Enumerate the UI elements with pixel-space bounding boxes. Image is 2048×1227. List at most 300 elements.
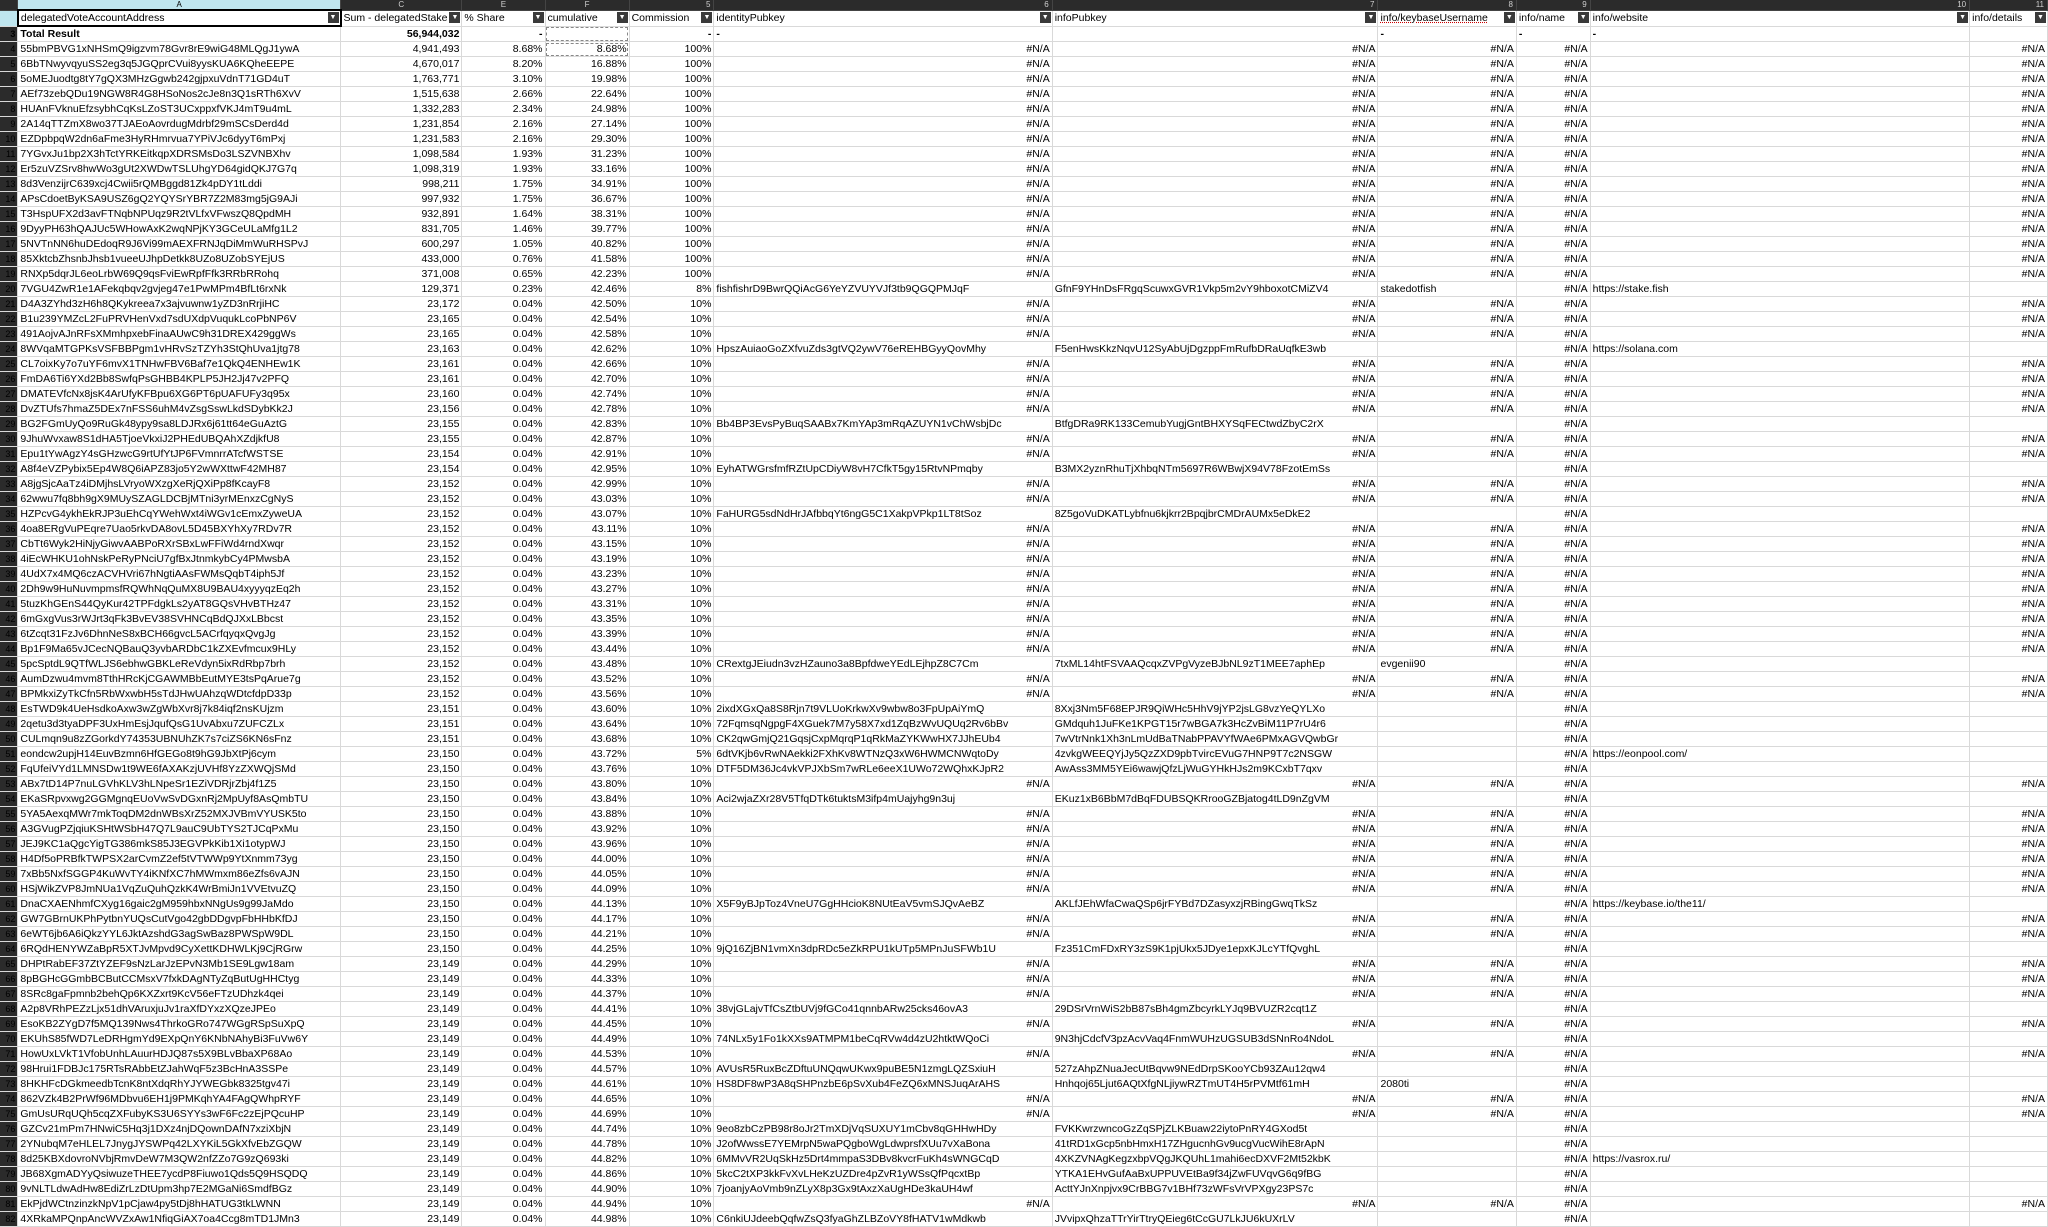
- table-cell[interactable]: 10%: [629, 552, 714, 567]
- table-cell[interactable]: 10%: [629, 1167, 714, 1182]
- table-cell[interactable]: 0.04%: [462, 417, 545, 432]
- table-cell[interactable]: 8.68%: [545, 42, 629, 57]
- row-header[interactable]: 52: [0, 762, 18, 777]
- table-cell[interactable]: #N/A: [1052, 552, 1378, 567]
- table-cell[interactable]: 10%: [629, 837, 714, 852]
- table-cell[interactable]: [1378, 732, 1516, 747]
- table-cell[interactable]: [1970, 1182, 2048, 1197]
- table-cell[interactable]: #N/A: [1516, 1032, 1590, 1047]
- row-header[interactable]: 38: [0, 552, 18, 567]
- table-cell[interactable]: 23,149: [341, 1212, 462, 1227]
- table-cell[interactable]: 23,149: [341, 1107, 462, 1122]
- table-cell[interactable]: #N/A: [1970, 87, 2048, 102]
- table-cell[interactable]: [1590, 807, 1969, 822]
- table-cell[interactable]: #N/A: [714, 867, 1052, 882]
- table-cell[interactable]: #N/A: [714, 492, 1052, 507]
- table-cell[interactable]: [1590, 87, 1969, 102]
- table-cell[interactable]: 9jQ16ZjBN1vmXn3dpRDc5eZkRPU1kUTp5MPnJuSFWb1U: [714, 942, 1052, 957]
- column-header-h[interactable]: [714, 0, 1052, 10]
- table-cell[interactable]: #N/A: [1516, 1077, 1590, 1092]
- table-cell[interactable]: 23,152: [341, 492, 462, 507]
- row-header[interactable]: 28: [0, 402, 18, 417]
- table-cell[interactable]: [1590, 612, 1969, 627]
- row-header[interactable]: 17: [0, 237, 18, 252]
- table-cell[interactable]: #N/A: [1516, 957, 1590, 972]
- table-cell[interactable]: #N/A: [1378, 1017, 1516, 1032]
- table-cell[interactable]: 23,149: [341, 1182, 462, 1197]
- table-cell[interactable]: X5F9yBJpToz4VneU7GgHHcioK8NUtEaV5vmSJQvAeBZ: [714, 897, 1052, 912]
- table-cell[interactable]: #N/A: [1970, 597, 2048, 612]
- table-cell[interactable]: #N/A: [714, 927, 1052, 942]
- table-cell[interactable]: 10%: [629, 312, 714, 327]
- table-cell[interactable]: Er5zuVZSrv8hwWo3gUt2XWDwTSLUhgYD64gidQKJ7G7q: [18, 162, 341, 177]
- table-cell[interactable]: [1590, 717, 1969, 732]
- table-cell[interactable]: #N/A: [1378, 822, 1516, 837]
- table-cell[interactable]: [1590, 822, 1969, 837]
- table-cell[interactable]: 0.04%: [462, 1167, 545, 1182]
- table-cell[interactable]: #N/A: [1970, 822, 2048, 837]
- table-cell[interactable]: 4UdX7x4MQ6czACVHVri67hNgtiAAsFWMsQqbT4iph5Jf: [18, 567, 341, 582]
- table-cell[interactable]: 23,149: [341, 957, 462, 972]
- table-cell[interactable]: 44.09%: [545, 882, 629, 897]
- row-header[interactable]: 72: [0, 1062, 18, 1077]
- table-cell[interactable]: EKaSRpvxwg2GGMgnqEUoVwSvDGxnRj2MpUyf8AsQmbTU: [18, 792, 341, 807]
- row-header[interactable]: 9: [0, 117, 18, 132]
- table-cell[interactable]: #N/A: [1052, 327, 1378, 342]
- table-cell[interactable]: #N/A: [1516, 1122, 1590, 1137]
- table-cell[interactable]: #N/A: [714, 672, 1052, 687]
- column-header-j[interactable]: [1378, 0, 1516, 10]
- table-cell[interactable]: 2YNubqM7eHLEL7JnygJYSWPq42LXYKiL5GkXfvEbZGQW: [18, 1137, 341, 1152]
- table-cell[interactable]: [1378, 462, 1516, 477]
- row-header[interactable]: 22: [0, 312, 18, 327]
- table-cell[interactable]: B1u239YMZcL2FuPRVHenVxd7sdUXdpVuqukLcoPbNP6V: [18, 312, 341, 327]
- table-cell[interactable]: #N/A: [1970, 1197, 2048, 1212]
- table-cell[interactable]: 0.04%: [462, 1032, 545, 1047]
- table-cell[interactable]: #N/A: [1516, 552, 1590, 567]
- table-cell[interactable]: 38.31%: [545, 207, 629, 222]
- table-cell[interactable]: [1590, 762, 1969, 777]
- table-cell[interactable]: [1378, 507, 1516, 522]
- table-cell[interactable]: #N/A: [1970, 42, 2048, 57]
- table-cell[interactable]: 0.04%: [462, 912, 545, 927]
- table-cell[interactable]: #N/A: [1970, 552, 2048, 567]
- table-cell[interactable]: 1,098,584: [341, 147, 462, 162]
- table-cell[interactable]: -: [1378, 26, 1516, 42]
- table-cell[interactable]: [1590, 597, 1969, 612]
- table-cell[interactable]: 23,152: [341, 507, 462, 522]
- table-cell[interactable]: A2p8VRhPEZzLjx51dhVAruxjuJv1raXfDYxzXQzeJPEo: [18, 1002, 341, 1017]
- table-cell[interactable]: 9N3hjCdcfV3pzAcvVaq4FnmWUHzUGSUB3dSNnRo4NdoL: [1052, 1032, 1378, 1047]
- table-cell[interactable]: 6eWT6jb6A6iQkzYYL6JktAzshdG3agSwBaz8PWSpW9DL: [18, 927, 341, 942]
- table-cell[interactable]: 100%: [629, 162, 714, 177]
- table-cell[interactable]: [1590, 1047, 1969, 1062]
- table-cell[interactable]: #N/A: [1378, 777, 1516, 792]
- table-cell[interactable]: 8pBGHcGGmbBCButCCMsxV7fxkDAgNTyZqButUgHHCtyg: [18, 972, 341, 987]
- table-cell[interactable]: [1590, 792, 1969, 807]
- table-cell[interactable]: #N/A: [714, 837, 1052, 852]
- filter-dropdown-icon[interactable]: ▼: [617, 12, 628, 23]
- table-cell[interactable]: https://stake.fish: [1590, 282, 1969, 297]
- table-cell[interactable]: [1590, 657, 1969, 672]
- table-cell[interactable]: #N/A: [714, 852, 1052, 867]
- table-cell[interactable]: 23,154: [341, 447, 462, 462]
- table-cell[interactable]: #N/A: [1970, 1107, 2048, 1122]
- table-cell[interactable]: #N/A: [1970, 882, 2048, 897]
- table-cell[interactable]: #N/A: [1052, 477, 1378, 492]
- table-cell[interactable]: #N/A: [1970, 252, 2048, 267]
- table-cell[interactable]: 42.91%: [545, 447, 629, 462]
- table-cell[interactable]: BtfgDRa9RK133CemubYugjGntBHXYSqFECtwdZbyC2rX: [1052, 417, 1378, 432]
- table-cell[interactable]: 0.04%: [462, 432, 545, 447]
- table-cell[interactable]: 23,152: [341, 642, 462, 657]
- table-cell[interactable]: DTF5DM36Jc4vkVPJXbSm7wRLe6eeX1UWo72WQhxKJpR2: [714, 762, 1052, 777]
- table-cell[interactable]: #N/A: [1970, 642, 2048, 657]
- row-header[interactable]: 30: [0, 432, 18, 447]
- table-cell[interactable]: #N/A: [1052, 597, 1378, 612]
- column-header-l[interactable]: [1590, 0, 1969, 10]
- table-cell[interactable]: 10%: [629, 372, 714, 387]
- table-cell[interactable]: 23,149: [341, 1092, 462, 1107]
- table-cell[interactable]: 0.04%: [462, 372, 545, 387]
- table-cell[interactable]: 0.04%: [462, 447, 545, 462]
- table-cell[interactable]: #N/A: [1052, 882, 1378, 897]
- table-cell[interactable]: 43.96%: [545, 837, 629, 852]
- table-cell[interactable]: 72FqmsqNgpgF4XGuek7M7y58X7xd1ZqBzWvUQUq2Rv6bBv: [714, 717, 1052, 732]
- table-cell[interactable]: 3.10%: [462, 72, 545, 87]
- table-cell[interactable]: CL7oixKy7o7uYF6mvX1TNHwFBV6Baf7e1QkQ4ENHEw1K: [18, 357, 341, 372]
- table-cell[interactable]: #N/A: [1378, 432, 1516, 447]
- table-cell[interactable]: 33.16%: [545, 162, 629, 177]
- table-cell[interactable]: #N/A: [1516, 747, 1590, 762]
- table-cell[interactable]: 1,231,583: [341, 132, 462, 147]
- table-cell[interactable]: JEJ9KC1aQgcYigTG386mkS85J3EGVPkKib1Xi1otypWJ: [18, 837, 341, 852]
- table-cell[interactable]: -: [1590, 26, 1969, 42]
- table-cell[interactable]: 10%: [629, 777, 714, 792]
- table-cell[interactable]: 98Hrui1FDBJc175RTsRAbbEtZJahWqF5z3BcHnA3SSPe: [18, 1062, 341, 1077]
- table-cell[interactable]: 42.50%: [545, 297, 629, 312]
- table-cell[interactable]: evgenii90: [1378, 657, 1516, 672]
- table-cell[interactable]: 100%: [629, 42, 714, 57]
- table-cell[interactable]: 0.04%: [462, 777, 545, 792]
- table-cell[interactable]: HpszAuiaoGoZXfvuZds3gtVQ2ywV76eREHBGyyQovMhy: [714, 342, 1052, 357]
- table-cell[interactable]: 23,151: [341, 732, 462, 747]
- table-cell[interactable]: #N/A: [1970, 57, 2048, 72]
- table-cell[interactable]: #N/A: [1378, 357, 1516, 372]
- table-cell[interactable]: #N/A: [714, 237, 1052, 252]
- table-cell[interactable]: FmDA6Ti6YXd2Bb8SwfqPsGHBB4KPLP5JH2Jj47v2PFQ: [18, 372, 341, 387]
- table-cell[interactable]: #N/A: [1378, 627, 1516, 642]
- table-cell[interactable]: #N/A: [1052, 162, 1378, 177]
- table-cell[interactable]: 42.78%: [545, 402, 629, 417]
- table-cell[interactable]: Aci2wjaZXr28V5TfqDTk6tuktsM3ifp4mUajyhg9n3uj: [714, 792, 1052, 807]
- row-header[interactable]: 3: [0, 26, 18, 42]
- table-cell[interactable]: 10%: [629, 1047, 714, 1062]
- table-cell[interactable]: #N/A: [1378, 642, 1516, 657]
- row-header[interactable]: 56: [0, 822, 18, 837]
- row-header[interactable]: 58: [0, 852, 18, 867]
- table-cell[interactable]: 2Dh9w9HuNuvmpmsfRQWhNqQuMX8U9BAU4xyyyqzEq2h: [18, 582, 341, 597]
- table-cell[interactable]: [1590, 162, 1969, 177]
- table-cell[interactable]: [1590, 402, 1969, 417]
- table-cell[interactable]: 0.04%: [462, 462, 545, 477]
- table-cell[interactable]: HowUxLVkT1VfobUnhLAuurHDJQ87s5X9BLvBbaXP68Ao: [18, 1047, 341, 1062]
- table-cell[interactable]: [1970, 657, 2048, 672]
- table-cell[interactable]: #N/A: [1052, 912, 1378, 927]
- row-header[interactable]: 60: [0, 882, 18, 897]
- table-cell[interactable]: 0.04%: [462, 837, 545, 852]
- table-cell[interactable]: 44.37%: [545, 987, 629, 1002]
- table-cell[interactable]: 0.04%: [462, 357, 545, 372]
- table-cell[interactable]: [1590, 447, 1969, 462]
- table-cell[interactable]: 100%: [629, 87, 714, 102]
- table-cell[interactable]: 7joanjyAoVmb9nZLyX8p3Gx9tAxzXaUgHDe3kaUH4wf: [714, 1182, 1052, 1197]
- table-cell[interactable]: 0.04%: [462, 1137, 545, 1152]
- table-cell[interactable]: F5enHwsKkzNqvU12SyAbUjDgzppFmRufbDRaUqfkE3wb: [1052, 342, 1378, 357]
- table-cell[interactable]: #N/A: [1970, 912, 2048, 927]
- table-cell[interactable]: #N/A: [1516, 717, 1590, 732]
- table-cell[interactable]: 10%: [629, 717, 714, 732]
- table-cell[interactable]: #N/A: [1970, 387, 2048, 402]
- table-cell[interactable]: #N/A: [1378, 297, 1516, 312]
- table-cell[interactable]: #N/A: [1378, 192, 1516, 207]
- table-cell[interactable]: #N/A: [1516, 522, 1590, 537]
- table-cell[interactable]: #N/A: [1970, 72, 2048, 87]
- table-cell[interactable]: 23,154: [341, 462, 462, 477]
- row-header[interactable]: 63: [0, 927, 18, 942]
- table-cell[interactable]: #N/A: [1516, 627, 1590, 642]
- table-cell[interactable]: HUAnFVknuEfzsybhCqKsLZoST3UCxppxfVKJ4mT9u4mL: [18, 102, 341, 117]
- table-cell[interactable]: #N/A: [714, 402, 1052, 417]
- table-cell[interactable]: [1590, 462, 1969, 477]
- table-cell[interactable]: #N/A: [1516, 1152, 1590, 1167]
- table-cell[interactable]: 4oa8ERgVuPEqre7Uao5rkvDA8ovL5D45BXYhXy7RDv7R: [18, 522, 341, 537]
- table-cell[interactable]: [1590, 552, 1969, 567]
- table-cell[interactable]: 23,155: [341, 417, 462, 432]
- table-cell[interactable]: 1.75%: [462, 192, 545, 207]
- table-cell[interactable]: 38vjGLajvTfCsZtbUVj9fGCo41qnnbARw25cks46ovA3: [714, 1002, 1052, 1017]
- row-header[interactable]: 25: [0, 357, 18, 372]
- table-cell[interactable]: #N/A: [714, 987, 1052, 1002]
- table-cell[interactable]: #N/A: [1052, 192, 1378, 207]
- table-cell[interactable]: #N/A: [1516, 252, 1590, 267]
- table-cell[interactable]: [1590, 237, 1969, 252]
- table-cell[interactable]: #N/A: [1970, 177, 2048, 192]
- table-cell[interactable]: 23,149: [341, 1137, 462, 1152]
- table-cell[interactable]: 0.04%: [462, 1212, 545, 1227]
- table-cell[interactable]: 31.23%: [545, 147, 629, 162]
- table-cell[interactable]: 100%: [629, 102, 714, 117]
- column-header-c[interactable]: [341, 0, 462, 10]
- table-cell[interactable]: 23,152: [341, 567, 462, 582]
- table-cell[interactable]: #N/A: [714, 357, 1052, 372]
- table-cell[interactable]: #N/A: [1516, 642, 1590, 657]
- table-cell[interactable]: [1590, 1017, 1969, 1032]
- table-cell[interactable]: #N/A: [1516, 1182, 1590, 1197]
- table-cell[interactable]: 8WVqaMTGPKsVSFBBPgm1vHRvSzTZYh3StQhUva1jtg78: [18, 342, 341, 357]
- table-cell[interactable]: [1590, 207, 1969, 222]
- table-cell[interactable]: #N/A: [1970, 627, 2048, 642]
- column-header-m[interactable]: [1970, 0, 2048, 10]
- table-cell[interactable]: #N/A: [714, 162, 1052, 177]
- table-cell[interactable]: 10%: [629, 807, 714, 822]
- table-cell[interactable]: [1970, 282, 2048, 297]
- row-header[interactable]: 50: [0, 732, 18, 747]
- table-cell[interactable]: 10%: [629, 882, 714, 897]
- table-cell[interactable]: 36.67%: [545, 192, 629, 207]
- field-header-cell[interactable]: [714, 10, 1052, 26]
- table-cell[interactable]: 0.04%: [462, 597, 545, 612]
- table-cell[interactable]: [1590, 192, 1969, 207]
- row-header[interactable]: 54: [0, 792, 18, 807]
- table-cell[interactable]: #N/A: [1516, 222, 1590, 237]
- table-cell[interactable]: #N/A: [1516, 582, 1590, 597]
- table-cell[interactable]: #N/A: [714, 177, 1052, 192]
- table-cell[interactable]: 23,150: [341, 867, 462, 882]
- table-cell[interactable]: #N/A: [1516, 867, 1590, 882]
- table-cell[interactable]: 23,152: [341, 582, 462, 597]
- table-cell[interactable]: #N/A: [1052, 567, 1378, 582]
- table-cell[interactable]: -: [629, 26, 714, 42]
- field-header-cell[interactable]: [629, 10, 714, 26]
- table-cell[interactable]: #N/A: [1052, 537, 1378, 552]
- table-cell[interactable]: 43.60%: [545, 702, 629, 717]
- table-cell[interactable]: [1590, 942, 1969, 957]
- table-cell[interactable]: 23,150: [341, 837, 462, 852]
- table-cell[interactable]: #N/A: [1516, 987, 1590, 1002]
- table-cell[interactable]: [1590, 102, 1969, 117]
- table-cell[interactable]: [1590, 117, 1969, 132]
- row-header[interactable]: 59: [0, 867, 18, 882]
- table-cell[interactable]: https://solana.com: [1590, 342, 1969, 357]
- row-header[interactable]: 77: [0, 1137, 18, 1152]
- table-cell[interactable]: #N/A: [1970, 297, 2048, 312]
- table-cell[interactable]: 932,891: [341, 207, 462, 222]
- table-cell[interactable]: AumDzwu4mvm8TthHRcKjCGAWMBbEutMYE3tsPqArue7g: [18, 672, 341, 687]
- row-header[interactable]: 70: [0, 1032, 18, 1047]
- table-cell[interactable]: [1378, 1002, 1516, 1017]
- table-cell[interactable]: #N/A: [1970, 852, 2048, 867]
- table-cell[interactable]: 10%: [629, 852, 714, 867]
- table-cell[interactable]: JB68XgmADYyQsiwuzeTHEE7ycdP8Fiuwo1Qds5Q9HSQDQ: [18, 1167, 341, 1182]
- table-cell[interactable]: 5tuzKhGEnS44QyKur42TPFdgkLs2yAT8GQsVHvBTHz47: [18, 597, 341, 612]
- row-header[interactable]: 12: [0, 162, 18, 177]
- table-cell[interactable]: [1590, 1167, 1969, 1182]
- table-cell[interactable]: #N/A: [1970, 102, 2048, 117]
- table-cell[interactable]: [1590, 1032, 1969, 1047]
- table-cell[interactable]: 1,763,771: [341, 72, 462, 87]
- filter-dropdown-icon[interactable]: ▼: [1578, 12, 1589, 23]
- table-cell[interactable]: #N/A: [1052, 957, 1378, 972]
- table-cell[interactable]: 23,152: [341, 627, 462, 642]
- table-cell[interactable]: [1590, 1002, 1969, 1017]
- table-cell[interactable]: [1590, 912, 1969, 927]
- table-cell[interactable]: 2.16%: [462, 117, 545, 132]
- table-cell[interactable]: 44.29%: [545, 957, 629, 972]
- row-header[interactable]: 34: [0, 492, 18, 507]
- filter-dropdown-icon[interactable]: ▼: [1504, 12, 1515, 23]
- table-cell[interactable]: 43.19%: [545, 552, 629, 567]
- table-cell[interactable]: 10%: [629, 357, 714, 372]
- table-cell[interactable]: #N/A: [1378, 477, 1516, 492]
- table-cell[interactable]: #N/A: [1052, 852, 1378, 867]
- table-cell[interactable]: 0.04%: [462, 402, 545, 417]
- table-cell[interactable]: #N/A: [1516, 102, 1590, 117]
- table-cell[interactable]: DvZTUfs7hmaZ5DEx7nFSS6uhM4vZsgSswLkdSDybKk2J: [18, 402, 341, 417]
- table-cell[interactable]: 44.41%: [545, 1002, 629, 1017]
- table-cell[interactable]: 6BbTNwyvqyuSS2eg3q5JGQprCVui8yysKUA6KQheEEPE: [18, 57, 341, 72]
- table-cell[interactable]: 9vNLTLdwAdHw8EdiZrLzDtUpm3hp7E2MGaNi6SmdfBGz: [18, 1182, 341, 1197]
- table-cell[interactable]: 29DSrVrnWiS2bB87sBh4gmZbcyrkLYJq9BVUZR2cqt1Z: [1052, 1002, 1378, 1017]
- table-cell[interactable]: 100%: [629, 252, 714, 267]
- row-header[interactable]: 10: [0, 132, 18, 147]
- table-cell[interactable]: #N/A: [1052, 687, 1378, 702]
- table-cell[interactable]: 10%: [629, 1062, 714, 1077]
- table-cell[interactable]: 0.04%: [462, 477, 545, 492]
- table-cell[interactable]: GMdquh1JuFKe1KPGT15r7wBGA7k3HcZvBiM11P7rU4r6: [1052, 717, 1378, 732]
- table-cell[interactable]: #N/A: [1378, 537, 1516, 552]
- table-cell[interactable]: #N/A: [1970, 447, 2048, 462]
- table-cell[interactable]: #N/A: [1970, 372, 2048, 387]
- table-cell[interactable]: 43.39%: [545, 627, 629, 642]
- table-cell[interactable]: 44.45%: [545, 1017, 629, 1032]
- table-cell[interactable]: #N/A: [714, 477, 1052, 492]
- table-cell[interactable]: 10%: [629, 477, 714, 492]
- row-header[interactable]: 7: [0, 87, 18, 102]
- table-cell[interactable]: #N/A: [1052, 627, 1378, 642]
- table-cell[interactable]: 10%: [629, 1197, 714, 1212]
- table-cell[interactable]: #N/A: [1516, 807, 1590, 822]
- table-cell[interactable]: 10%: [629, 342, 714, 357]
- table-cell[interactable]: 23,150: [341, 777, 462, 792]
- table-cell[interactable]: CRextgJEiudn3vzHZauno3a8BpfdweYEdLEjhpZ8C7Cm: [714, 657, 1052, 672]
- table-cell[interactable]: 29.30%: [545, 132, 629, 147]
- table-cell[interactable]: #N/A: [714, 912, 1052, 927]
- table-cell[interactable]: 23,152: [341, 612, 462, 627]
- table-cell[interactable]: #N/A: [1970, 312, 2048, 327]
- table-cell[interactable]: 5oMEJuodtg8tY7gQX3MHzGgwb242gjpxuVdnT71GD4uT: [18, 72, 341, 87]
- table-cell[interactable]: 5YA5AexqMWr7mkToqDM2dnWBsXrZ52MXJVBmVYUSK5to: [18, 807, 341, 822]
- table-cell[interactable]: #N/A: [714, 1047, 1052, 1062]
- table-cell[interactable]: 42.46%: [545, 282, 629, 297]
- table-cell[interactable]: 10%: [629, 1182, 714, 1197]
- table-cell[interactable]: 10%: [629, 327, 714, 342]
- table-cell[interactable]: [1970, 792, 2048, 807]
- table-cell[interactable]: CK2qwGmjQ21GqsjCxpMqrqP1qRkMaZYKWwHX7JJhEUb4: [714, 732, 1052, 747]
- table-cell[interactable]: 9DyyPH63hQAJUc5WHowAxK2wqNPjKY3GCeULaMfg1L2: [18, 222, 341, 237]
- table-cell[interactable]: [1970, 747, 2048, 762]
- table-cell[interactable]: 8.20%: [462, 57, 545, 72]
- table-cell[interactable]: 4XKZVNAgKegzxbpVQgJKQUhL1mahi6ecDXVF2Mt52kbK: [1052, 1152, 1378, 1167]
- table-cell[interactable]: 0.23%: [462, 282, 545, 297]
- table-cell[interactable]: 42.87%: [545, 432, 629, 447]
- table-cell[interactable]: 43.64%: [545, 717, 629, 732]
- table-cell[interactable]: #N/A: [1970, 522, 2048, 537]
- table-cell[interactable]: 43.80%: [545, 777, 629, 792]
- table-cell[interactable]: 43.15%: [545, 537, 629, 552]
- table-cell[interactable]: 0.04%: [462, 522, 545, 537]
- table-cell[interactable]: 43.44%: [545, 642, 629, 657]
- table-cell[interactable]: A8f4eVZPybix5Ep4W8Q6iAPZ83jo5Y2wWXttwF42MH87: [18, 462, 341, 477]
- table-cell[interactable]: [1590, 327, 1969, 342]
- table-cell[interactable]: 23,152: [341, 657, 462, 672]
- table-cell[interactable]: [1590, 1212, 1969, 1227]
- table-cell[interactable]: #N/A: [1516, 882, 1590, 897]
- table-cell[interactable]: 43.84%: [545, 792, 629, 807]
- table-cell[interactable]: 0.04%: [462, 1197, 545, 1212]
- table-cell[interactable]: 10%: [629, 627, 714, 642]
- column-header-g[interactable]: [629, 0, 714, 10]
